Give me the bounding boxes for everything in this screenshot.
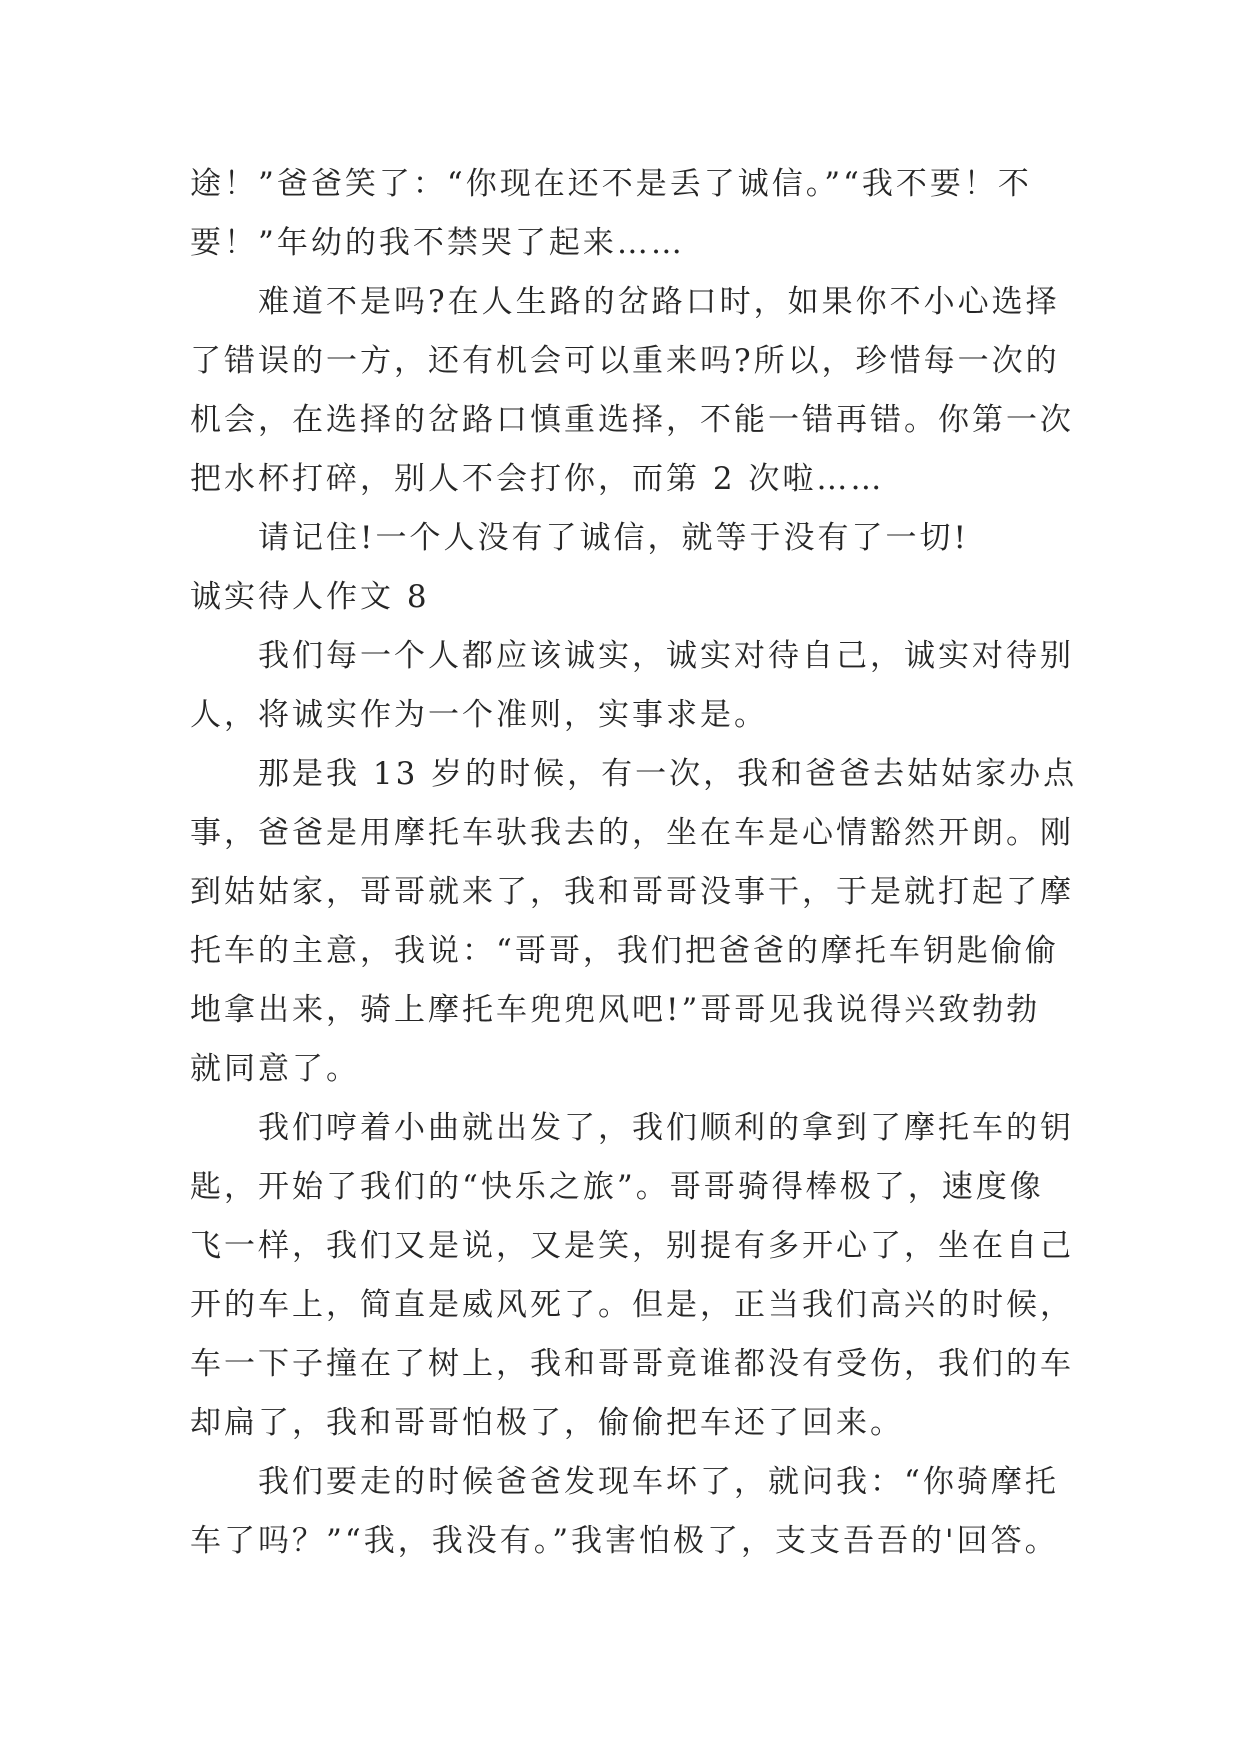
text-line: 事，爸爸是用摩托车驮我去的，坐在车是心情豁然开朗。刚: [190, 815, 1074, 851]
text-line: 途！”爸爸笑了：“你现在还不是丢了诚信。”“我不要！不: [190, 166, 1032, 202]
section-title: 诚实待人作文 8: [190, 579, 430, 615]
essay-text: [190, 155, 1078, 1571]
text-line: 了错误的一方，还有机会可以重来吗?所以，珍惜每一次的: [190, 343, 1060, 379]
text-line: 机会，在选择的岔路口慎重选择，不能一错再错。你第一次: [190, 402, 1074, 438]
text-line: 却扁了，我和哥哥怕极了，偷偷把车还了回来。: [190, 1405, 904, 1441]
text-line: 要！”年幼的我不禁哭了起来……: [190, 225, 685, 261]
text-line: 车了吗？”“我，我没有。”我害怕极了，支支吾吾的'回答。: [190, 1523, 1059, 1559]
paragraph-start: 我们要走的时候爸爸发现车坏了，就问我：“你骑摩托: [258, 1464, 1059, 1500]
paragraph-start: 请记住!一个人没有了诚信，就等于没有了一切!: [258, 520, 969, 556]
paragraph-start: 我们哼着小曲就出发了，我们顺利的拿到了摩托车的钥: [258, 1110, 1074, 1146]
text-line: 开的车上，简直是威风死了。但是，正当我们高兴的时候，: [190, 1287, 1074, 1323]
text-line: 飞一样，我们又是说，又是笑，别提有多开心了，坐在自己: [190, 1228, 1074, 1264]
text-line: 到姑姑家，哥哥就来了，我和哥哥没事干，于是就打起了摩: [190, 874, 1074, 910]
text-line: 就同意了。: [190, 1051, 360, 1087]
text-line: 匙，开始了我们的“快乐之旅”。哥哥骑得棒极了，速度像: [190, 1169, 1044, 1205]
text-line: 把水杯打碎，别人不会打你，而第 2 次啦……: [190, 461, 885, 497]
text-line: 车一下子撞在了树上，我和哥哥竟谁都没有受伤，我们的车: [190, 1346, 1074, 1382]
text-line: 地拿出来，骑上摩托车兜兜风吧!”哥哥见我说得兴致勃勃: [190, 992, 1041, 1028]
text-line: 人，将诚实作为一个准则，实事求是。: [190, 697, 768, 733]
paragraph-start: 我们每一个人都应该诚实，诚实对待自己，诚实对待别: [258, 638, 1074, 674]
paragraph-start: 难道不是吗?在人生路的岔路口时，如果你不小心选择: [258, 284, 1060, 320]
paragraph-start: 那是我 13 岁的时候，有一次，我和爸爸去姑姑家办点: [258, 756, 1078, 792]
text-line: 托车的主意，我说：“哥哥，我们把爸爸的摩托车钥匙偷偷: [190, 933, 1059, 969]
